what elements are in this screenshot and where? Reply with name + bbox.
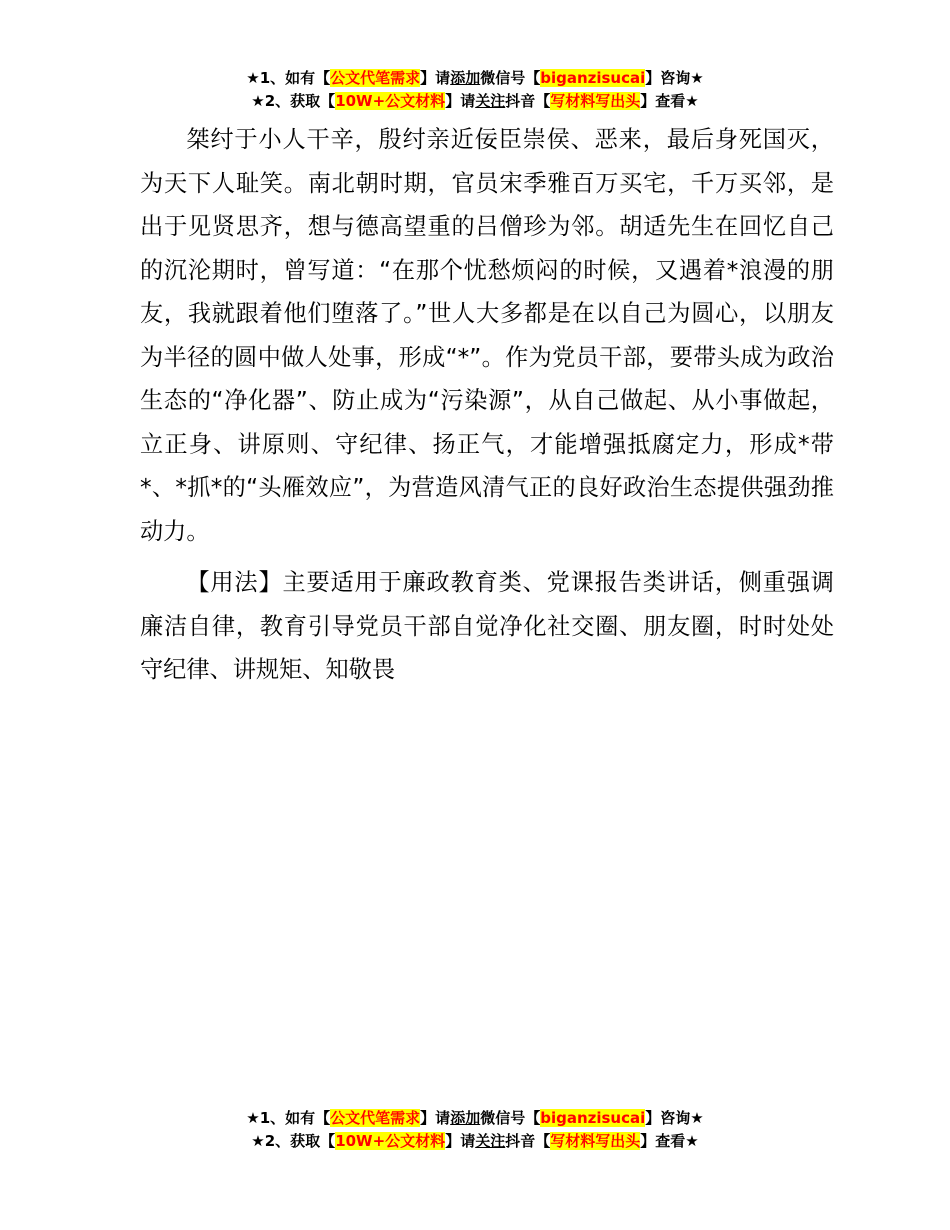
- footer-line-2-mid2: 抖音【: [505, 1132, 551, 1150]
- footer-line-2-highlight-materials: 10W+公文材料: [335, 1132, 446, 1150]
- header-line-2-highlight-materials: 10W+公文材料: [335, 92, 446, 110]
- body-paragraph-usage: 【用法】主要适用于廉政教育类、党课报告类讲话，侧重强调廉洁自律，教育引导党员干部自觉净化社交圈、朋友圈，时时处处守纪律、讲规矩、知敬畏: [140, 569, 834, 683]
- footer-line-2-highlight-douyin: 写材料写出头: [550, 1132, 641, 1150]
- footer-line-2-mid: 】请: [445, 1132, 476, 1150]
- header-line-1-mid: 】请: [420, 69, 451, 87]
- header-line-1-mid2: 微信号【: [480, 69, 541, 87]
- footer-line-1-mid2: 微信号【: [480, 1109, 541, 1127]
- header-line-2-prefix: ★2、获取【: [251, 92, 336, 110]
- footer-line-1-suffix: 】咨询★: [645, 1109, 704, 1127]
- header-line-1: [0, 67, 950, 90]
- header-line-1-highlight-service: 公文代笔需求: [330, 69, 421, 87]
- footer-line-1-mid: 】请: [420, 1109, 451, 1127]
- footer-line-2-suffix: 】查看★: [640, 1132, 699, 1150]
- footer-line-1: [0, 1107, 950, 1130]
- header-line-2-highlight-douyin: 写材料写出头: [550, 92, 641, 110]
- header-line-2-underlined: 关注: [475, 92, 506, 110]
- footer-line-1-highlight-wechat: biganzisucai: [540, 1109, 646, 1127]
- footer-line-2-prefix: ★2、获取【: [251, 1132, 336, 1150]
- header-banner: [0, 67, 950, 113]
- footer-line-1-highlight-service: 公文代笔需求: [330, 1109, 421, 1127]
- footer-banner: [0, 1107, 950, 1153]
- footer-line-2: [0, 1130, 950, 1153]
- header-line-1-underlined: 添加: [450, 69, 481, 87]
- header-line-2-mid2: 抖音【: [505, 92, 551, 110]
- header-line-1-prefix: ★1、如有【: [246, 69, 331, 87]
- header-line-1-highlight-wechat: biganzisucai: [540, 69, 646, 87]
- header-line-2: [0, 90, 950, 113]
- header-line-1-suffix: 】咨询★: [645, 69, 704, 87]
- footer-line-2-underlined: 关注: [475, 1132, 506, 1150]
- header-line-2-mid: 】请: [445, 92, 476, 110]
- footer-line-1-underlined: 添加: [450, 1109, 481, 1127]
- document-body: [140, 118, 834, 692]
- footer-line-1-prefix: ★1、如有【: [246, 1109, 331, 1127]
- header-line-2-suffix: 】查看★: [640, 92, 699, 110]
- body-paragraph-1: 桀纣于小人干辛，殷纣亲近佞臣崇侯、恶来，最后身死国灭，为天下人耻笑。南北朝时期，官员宋季雅百万买宅，千万买邻，是出于见贤思齐，想与德高望重的吕僧珍为邻。胡适先生在回忆自己的沉沦期时，曾写道：“在那个忧愁烦闷的时候，又遇着*浪漫的朋友，我就跟着他们堕落了。”世人大多都是在以自己为圆心，以朋友为半径的圆中做人处事，形成“*”。作为党员干部，要带头成为政治生态的“净化器”、防止成为“污染源”，从自己做起、从小事做起，立正身、讲原则、守纪律、扬正气，才能增强抵腐定力，形成*带*、*抓*的“头雁效应”，为营造风清气正的良好政治生态提供强劲推动力。: [140, 126, 834, 545]
